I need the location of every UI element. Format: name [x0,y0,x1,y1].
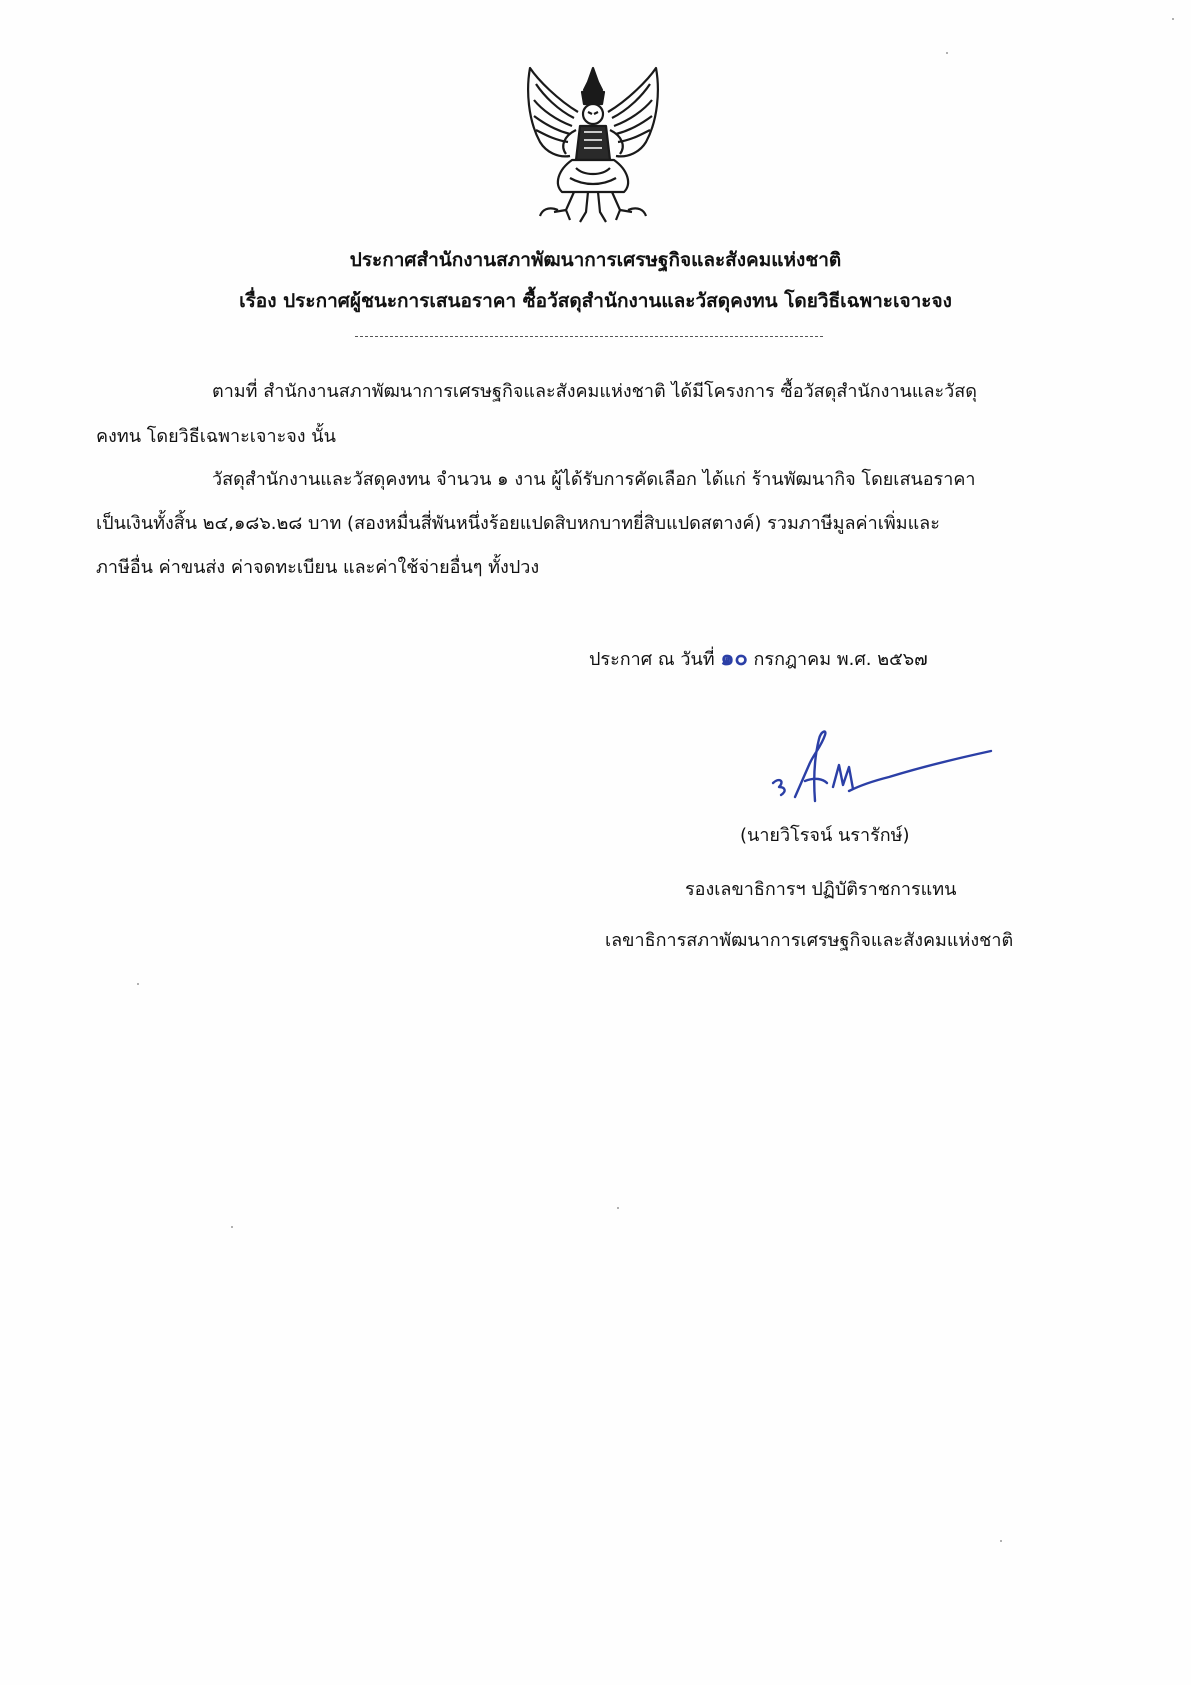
announcement-date [589,640,928,675]
scan-speck [1000,1540,1002,1542]
signatory-name: (นายวิโรจน์ นรารักษ์) [740,825,910,846]
announcement-title: ประกาศสำนักงานสภาพัฒนาการเศรษฐกิจและสังคมแห่งชาติ [349,249,842,271]
date-day: ๑๐ [720,646,748,671]
paragraph-1-line-1: ตามที่ สำนักงานสภาพัฒนาการเศรษฐกิจและสังคมแห่งชาติ ได้มีโครงการ ซื้อวัสดุสำนักงานและวัสดุ [212,381,977,402]
garuda-emblem-icon [518,60,668,228]
date-month-year: กรกฎาคม พ.ศ. ๒๕๖๗ [753,649,928,670]
scan-speck [137,983,139,985]
paragraph-2-line-1: วัสดุสำนักงานและวัสดุคงทน จำนวน ๑ งาน ผู้ได้รับการคัดเลือก ได้แก่ ร้านพัฒนากิจ โดยเสนอราคา [212,469,976,490]
handwritten-signature [765,725,995,805]
title-divider [355,336,823,337]
scan-speck [1172,18,1174,20]
date-prefix: ประกาศ ณ วันที่ [589,649,715,670]
paragraph-2-line-3: ภาษีอื่น ค่าขนส่ง ค่าจดทะเบียน และค่าใช้จ่ายอื่นๆ ทั้งปวง [96,557,540,578]
paragraph-2-line-2: เป็นเงินทั้งสิ้น ๒๔,๑๘๖.๒๘ บาท (สองหมื่นสี่พันหนึ่งร้อยแปดสิบหกบาทยี่สิบแปดสตางค์) รวมภาษีมูลค่าเพิ่มและ [96,513,940,534]
scan-speck [617,1207,619,1209]
signatory-position-line-2: เลขาธิการสภาพัฒนาการเศรษฐกิจและสังคมแห่งชาติ [605,930,1014,951]
announcement-subject: เรื่อง ประกาศผู้ชนะการเสนอราคา ซื้อวัสดุสำนักงานและวัสดุคงทน โดยวิธีเฉพาะเจาะจง [239,290,952,312]
scan-speck [946,52,948,54]
signatory-position-line-1: รองเลขาธิการฯ ปฏิบัติราชการแทน [685,879,957,900]
scan-speck [231,1226,233,1228]
paragraph-1-line-2: คงทน โดยวิธีเฉพาะเจาะจง นั้น [96,426,336,447]
